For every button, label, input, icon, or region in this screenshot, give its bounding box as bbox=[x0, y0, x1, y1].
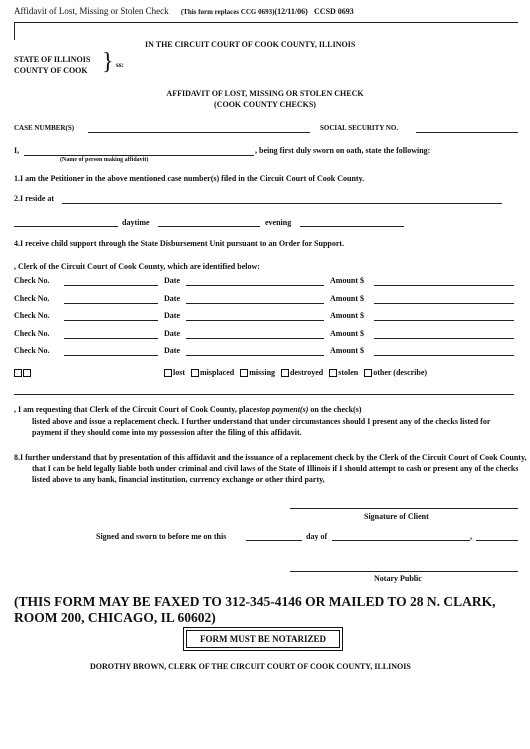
sworn-month-field[interactable] bbox=[332, 540, 470, 541]
signature-label: Signature of Client bbox=[364, 512, 429, 521]
option-stolen: stolen bbox=[338, 368, 359, 377]
header-replaces: (This form replaces CCG 0693) bbox=[180, 8, 275, 16]
option-lost: lost bbox=[173, 368, 185, 377]
daytime-label: daytime bbox=[122, 218, 150, 227]
day-of-label: day of bbox=[306, 532, 328, 541]
amount-label: Amount $ bbox=[330, 293, 365, 303]
check-no-field[interactable] bbox=[64, 320, 158, 321]
daytime-phone-field[interactable] bbox=[158, 226, 260, 227]
request-paragraph: listed above and issue a replacement check. I further understand that under circumstances should I present any of the checks listed for payment if they should come into my possession after the filing of this affidavit. bbox=[32, 417, 491, 437]
fax-notice: (THIS FORM MAY BE FAXED TO 312-345-4146 OR MAILED TO 28 N. CLARK, ROOM 200, CHICAGO, IL 60602) bbox=[14, 594, 496, 625]
amount-label: Amount $ bbox=[330, 346, 365, 355]
date-field[interactable] bbox=[186, 320, 324, 321]
date-field[interactable] bbox=[186, 285, 324, 286]
date-label: Date bbox=[164, 328, 180, 338]
checkbox-destroyed[interactable] bbox=[281, 369, 289, 377]
header-corner bbox=[14, 22, 15, 40]
notary-label: Notary Public bbox=[374, 574, 422, 583]
county-label: COUNTY OF COOK bbox=[14, 66, 88, 75]
date-label: Date bbox=[164, 311, 180, 320]
evening-phone-field[interactable] bbox=[300, 226, 404, 227]
court-heading: IN THE CIRCUIT COURT OF COOK COUNTY, ILLINOIS bbox=[145, 40, 356, 49]
option-misplaced: misplaced bbox=[200, 368, 235, 377]
amount-label: Amount $ bbox=[330, 311, 365, 320]
option-missing: missing bbox=[249, 368, 276, 377]
check-no-field[interactable] bbox=[64, 355, 158, 356]
ss-label: ss: bbox=[116, 61, 124, 69]
date-field[interactable] bbox=[186, 355, 324, 356]
case-number-field[interactable] bbox=[88, 132, 310, 133]
footer-clerk: DOROTHY BROWN, CLERK OF THE CIRCUIT COURT OF COOK COUNTY, ILLINOIS bbox=[90, 662, 411, 671]
sworn-before: Signed and sworn to before me on this bbox=[96, 532, 227, 541]
sworn-year-field[interactable] bbox=[476, 540, 518, 541]
header-rule bbox=[14, 22, 518, 23]
ssn-label: SOCIAL SECURITY NO. bbox=[320, 124, 399, 132]
header-date: (12/11/06) bbox=[274, 7, 308, 16]
affiant-name-field[interactable] bbox=[24, 155, 254, 156]
options-row bbox=[14, 368, 32, 377]
reason-options bbox=[164, 368, 427, 377]
checkbox[interactable] bbox=[14, 369, 22, 377]
date-label: Date bbox=[164, 346, 180, 355]
case-number-label: CASE NUMBER(S) bbox=[14, 124, 75, 132]
header-code: CCSD 0693 bbox=[314, 7, 354, 16]
checkbox-other[interactable] bbox=[364, 369, 372, 377]
date-label: Date bbox=[164, 276, 180, 285]
amount-field[interactable] bbox=[374, 285, 514, 286]
form-subtitle: (COOK COUNTY CHECKS) bbox=[214, 100, 316, 109]
state-label: STATE OF ILLINOIS bbox=[14, 55, 91, 64]
item-8: 8.I further understand that by presentation of this affidavit and the issuance of a replacement check by the Clerk of the Circuit Court of Cook County, that I can be held legally liable both under criminal and civil laws of the State of Illinois if I should attempt to cash or present any of the checks listed above to any bank, financial institution, currency exchange or other third party, bbox=[14, 453, 527, 484]
brace: } bbox=[102, 49, 114, 75]
checkbox[interactable] bbox=[23, 369, 31, 377]
checkbox-stolen[interactable] bbox=[329, 369, 337, 377]
notary-signature-field[interactable] bbox=[290, 571, 518, 572]
address-field[interactable] bbox=[62, 203, 502, 204]
description-field[interactable] bbox=[14, 394, 514, 395]
date-field[interactable] bbox=[186, 338, 324, 339]
checkbox-missing[interactable] bbox=[240, 369, 248, 377]
form-title: AFFIDAVIT OF LOST, MISSING OR STOLEN CHECK bbox=[166, 89, 364, 98]
clerk-identified: , Clerk of the Circuit Court of Cook County, which are identified below: bbox=[14, 262, 260, 271]
form-header bbox=[14, 6, 354, 16]
item-4: 4.I receive child support through the State Disbursement Unit pursuant to an Order for Support. bbox=[14, 239, 345, 248]
amount-field[interactable] bbox=[374, 355, 514, 356]
check-no-field[interactable] bbox=[64, 303, 158, 304]
check-no-label: Check No. bbox=[14, 311, 50, 320]
check-no-label: Check No. bbox=[14, 346, 50, 355]
date-label: Date bbox=[164, 293, 180, 303]
i-label: I, bbox=[14, 146, 20, 155]
check-no-field[interactable] bbox=[64, 338, 158, 339]
stop-payment-text: stop payment(s) bbox=[256, 405, 309, 414]
amount-field[interactable] bbox=[374, 338, 514, 339]
sworn-day-field[interactable] bbox=[246, 540, 302, 541]
sworn-statement: , being first duly sworn on oath, state the following: bbox=[255, 146, 431, 155]
amount-field[interactable] bbox=[374, 303, 514, 304]
amount-label: Amount $ bbox=[330, 328, 365, 338]
amount-label: Amount $ bbox=[330, 276, 365, 285]
comma: , bbox=[470, 532, 472, 541]
check-no-field[interactable] bbox=[64, 285, 158, 286]
checkbox-lost[interactable] bbox=[164, 369, 172, 377]
item-1: 1.I am the Petitioner in the above mentioned case number(s) filed in the Circuit Court of Cook County. bbox=[14, 174, 365, 183]
header-title: Affidavit of Lost, Missing or Stolen Check bbox=[14, 6, 169, 16]
client-signature-field[interactable] bbox=[290, 508, 518, 509]
address-line-2-field[interactable] bbox=[14, 226, 118, 227]
option-destroyed: destroyed bbox=[290, 368, 324, 377]
notarized-box: FORM MUST BE NOTARIZED bbox=[186, 630, 340, 648]
date-field[interactable] bbox=[186, 303, 324, 304]
check-no-label: Check No. bbox=[14, 276, 50, 285]
evening-label: evening bbox=[265, 218, 292, 227]
option-other: other (describe) bbox=[373, 368, 428, 377]
check-no-label: Check No. bbox=[14, 293, 50, 303]
request-line-1: , I am requesting that Clerk of the Circuit Court of Cook County, placestop payment(s) on the check(s) bbox=[14, 405, 362, 414]
checkbox-misplaced[interactable] bbox=[191, 369, 199, 377]
ssn-field[interactable] bbox=[416, 132, 518, 133]
name-caption: (Name of person making affidavit) bbox=[60, 157, 149, 163]
item-2-label: 2.I reside at bbox=[14, 194, 55, 203]
check-no-label: Check No. bbox=[14, 328, 50, 338]
amount-field[interactable] bbox=[374, 320, 514, 321]
